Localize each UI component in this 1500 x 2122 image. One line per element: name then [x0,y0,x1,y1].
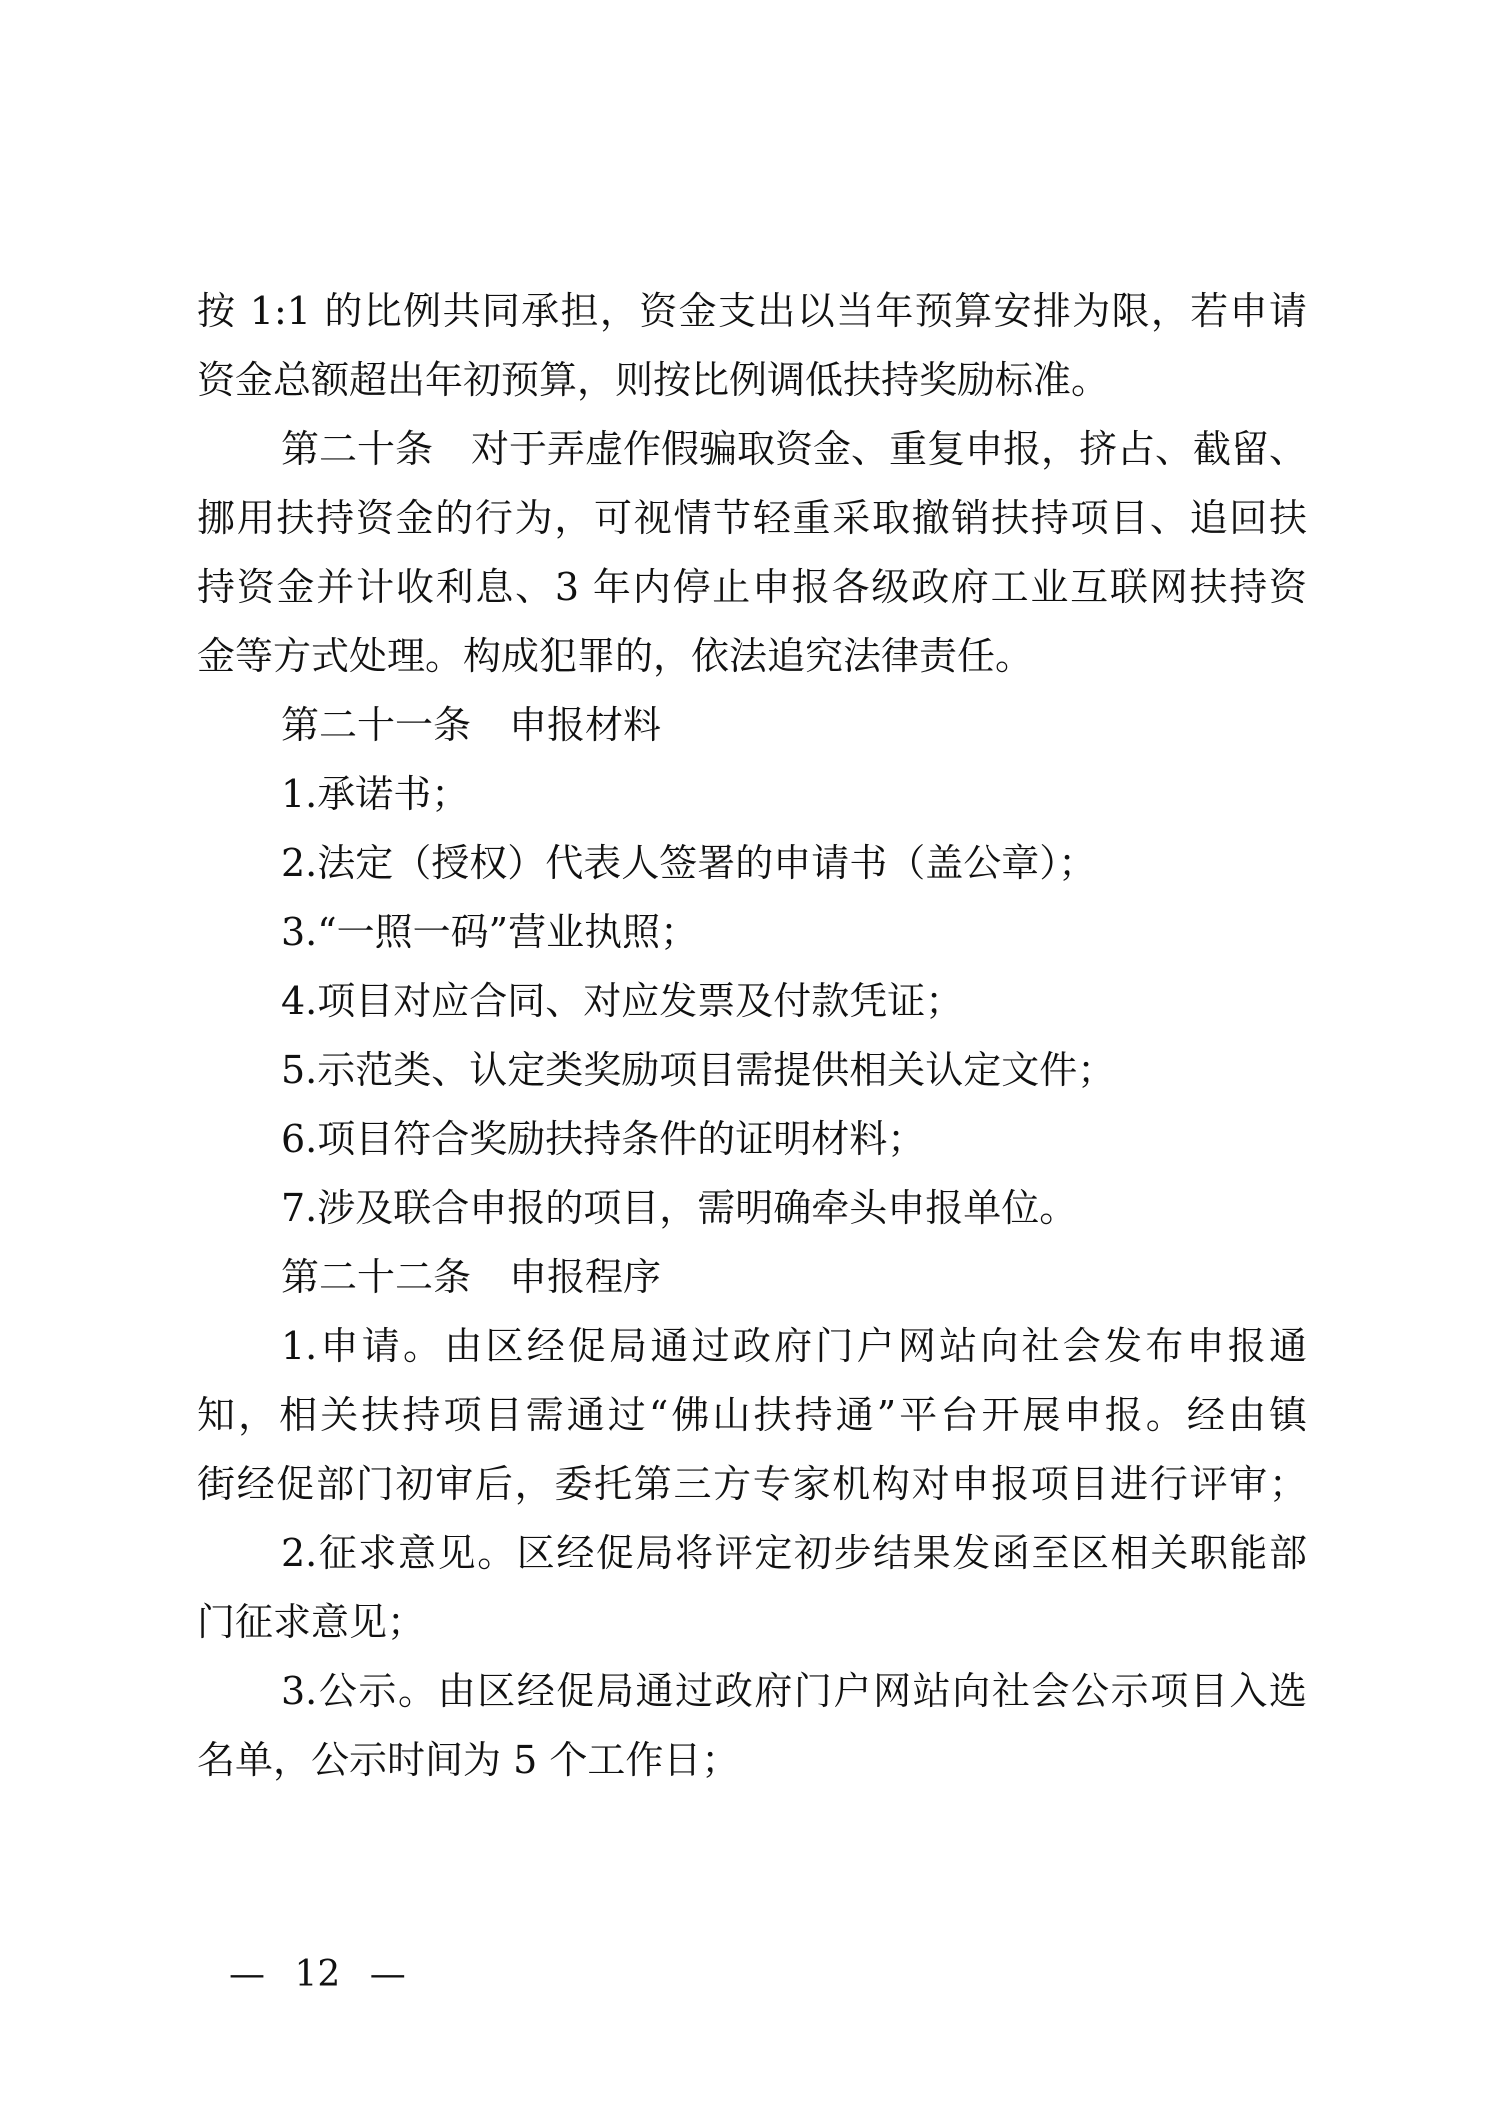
footer-dash-left: — [229,1954,265,1995]
text-line: 挪用扶持资金的行为，可视情节轻重采取撤销扶持项目、追回扶 [197,496,1307,540]
procedure-item: 2.征求意见。区经促局将评定初步结果发函至区相关职能部 [281,1531,1307,1575]
text-line: 金等方式处理。构成犯罪的，依法追究法律责任。 [197,634,1034,678]
list-item: 3.“一照一码”营业执照； [281,910,699,954]
list-item: 2.法定（授权）代表人签署的申请书（盖公章）； [281,841,1097,885]
list-item: 6.项目符合奖励扶持条件的证明材料； [281,1117,926,1161]
list-item: 1.承诺书； [281,772,470,816]
article-21-heading: 第二十一条 申报材料 [281,703,662,747]
article-20-line: 第二十条 对于弄虚作假骗取资金、重复申报，挤占、截留、 [281,427,1307,471]
page-footer [229,1950,406,2000]
text-line: 名单，公示时间为 5 个工作日； [197,1738,740,1782]
text-line: 门征求意见； [197,1600,426,1644]
page-number: 12 [294,1954,341,1995]
text-line: 街经促部门初审后，委托第三方专家机构对申报项目进行评审； [197,1462,1307,1506]
list-item: 7.涉及联合申报的项目，需明确牵头申报单位。 [281,1186,1078,1230]
procedure-item: 3.公示。由区经促局通过政府门户网站向社会公示项目入选 [281,1669,1307,1713]
text-line: 知，相关扶持项目需通过“佛山扶持通”平台开展申报。经由镇 [197,1393,1307,1437]
list-item: 5.示范类、认定类奖励项目需提供相关认定文件； [281,1048,1116,1092]
text-line: 按 1:1 的比例共同承担，资金支出以当年预算安排为限，若申请 [197,289,1307,333]
document-body [197,277,1307,1795]
article-22-heading: 第二十二条 申报程序 [281,1255,662,1299]
procedure-item: 1.申请。由区经促局通过政府门户网站向社会发布申报通 [281,1324,1307,1368]
footer-dash-right: — [369,1954,406,1995]
text-line: 资金总额超出年初预算，则按比例调低扶持奖励标准。 [197,358,1110,402]
list-item: 4.项目对应合同、对应发票及付款凭证； [281,979,964,1023]
text-line: 持资金并计收利息、3 年内停止申报各级政府工业互联网扶持资 [197,565,1307,609]
